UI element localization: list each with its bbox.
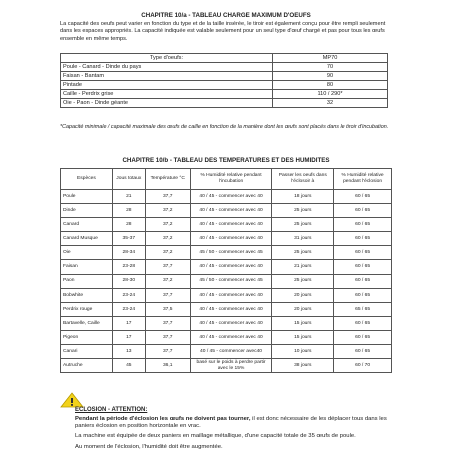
table-cell: 37,7 [145, 260, 190, 274]
table-cell: 25 jours [272, 204, 334, 218]
quail-footnote: *Capacité minimale / capacité maximale des œufs de caille en fonction de la manière dont les œufs sont placés dans le tiroir d'incubation. [60, 124, 389, 130]
table-row [61, 218, 392, 232]
egg-type-cell: Faisan - Bantam [61, 72, 273, 81]
species-cell: Oie [61, 246, 113, 260]
table-cell: 40 / 45 - commencer avec 40 [190, 316, 272, 330]
table-cell: 37,2 [145, 246, 190, 260]
table-row [61, 204, 392, 218]
table-cell: 20 jours [272, 302, 334, 316]
table-cell: 60 / 65 [334, 316, 392, 330]
table-cell: 60 / 65 [334, 218, 392, 232]
table-cell: 65 / 65 [334, 302, 392, 316]
egg-type-cell: Oie - Paon - Dinde géante [61, 99, 273, 108]
instruction-paragraph: Au moment de l'éclosion, l'humidité doit être augmentée. [75, 443, 223, 450]
table-cell: 40 / 45 - commencer avec40 [190, 345, 272, 359]
warning-icon [60, 392, 84, 408]
table-row [61, 246, 392, 260]
table-cell: 21 [112, 190, 145, 204]
table-cell: 60 / 65 [334, 232, 392, 246]
table-cell: 37,2 [145, 274, 190, 288]
egg-type-cell: Poule - Canard - Dinde du pays [61, 63, 273, 72]
table-cell: 60 / 65 [334, 246, 392, 260]
table-cell: 45 [112, 359, 145, 373]
table-cell: 37,5 [145, 302, 190, 316]
table-cell: 37,7 [145, 316, 190, 330]
species-cell: Faisan [61, 260, 113, 274]
table-cell: 37,2 [145, 204, 190, 218]
table-cell: 37,7 [145, 345, 190, 359]
table-cell: 60 / 65 [334, 330, 392, 344]
capacity-cell: 80 [273, 81, 388, 90]
temperature-humidity-table [60, 168, 392, 373]
table-cell: 37,2 [145, 218, 190, 232]
table-row [61, 81, 388, 90]
column-header: Température °C [145, 169, 190, 190]
hatching-instructions [75, 416, 400, 454]
table-cell: 40 / 45 - commencer avec 40 [190, 232, 272, 246]
table-row [61, 99, 388, 108]
species-cell: Canari [61, 345, 113, 359]
table-cell: 23-24 [112, 288, 145, 302]
species-cell: Pigeon [61, 330, 113, 344]
table-row [61, 345, 392, 359]
section-b-title: CHAPITRE 10/b - TABLEAU DES TEMPERATURES ET DES HUMIDITES [122, 157, 330, 164]
table-cell: 60 / 70 [334, 359, 392, 373]
table-row [61, 359, 392, 373]
instruction-paragraph: La machine est équipée de deux paniers en maillage métallique, d'une capacité totale de 35 œufs de poule. [75, 433, 356, 440]
table-cell: 28-34 [112, 246, 145, 260]
table-cell: 36,1 [145, 359, 190, 373]
table-cell: 38 jours [272, 359, 334, 373]
table-row [61, 330, 392, 344]
table-row [61, 316, 392, 330]
table-cell: 40 / 45 - commencer avec 40 [190, 204, 272, 218]
table-cell: 60 / 65 [334, 204, 392, 218]
table-cell: 37,2 [145, 232, 190, 246]
table-row [61, 90, 388, 99]
table-cell: 21 jours [272, 260, 334, 274]
table-cell: 28 [112, 218, 145, 232]
table-cell: 23-28 [112, 260, 145, 274]
column-header: Jous totaux [112, 169, 145, 190]
table-cell: 37,7 [145, 190, 190, 204]
section-a-title: CHAPITRE 10/a - TABLEAU CHARGE MAXIMUM D'OEUFS [141, 12, 311, 19]
table-cell: 15 jours [272, 316, 334, 330]
table-cell: 60 / 65 [334, 260, 392, 274]
table-cell: 28 [112, 204, 145, 218]
column-header: Passer les oeufs dans l'éclosoir à [272, 169, 334, 190]
species-cell: Bobwhite [61, 288, 113, 302]
table-cell: 35-37 [112, 232, 145, 246]
table-cell: 25 jours [272, 218, 334, 232]
egg-type-header: Type d'oeufs: [61, 54, 273, 63]
table-cell: 40 / 45 - commencer avec 40 [190, 190, 272, 204]
table-cell: 20 jours [272, 288, 334, 302]
table-cell: 37,7 [145, 330, 190, 344]
species-cell: Canard [61, 218, 113, 232]
egg-type-cell: Caille - Perdrix grise [61, 90, 273, 99]
table-cell: 40 / 45 - commencer avec 40 [190, 302, 272, 316]
table-cell: 15 jours [272, 330, 334, 344]
species-cell: Autruche [61, 359, 113, 373]
section-a-intro: La capacité des oeufs peut varier en fonction du type et de la taille insérée, le tiroir est également conçu pour être rempli seulement dans les espaces appropriés. La capacité indiquée est valable seulement pour un seul type d'œuf chargé et pas pour tous les œufs ensemble en même temps. [60, 21, 386, 42]
table-cell: 40 / 45 - commencer avec 40 [190, 288, 272, 302]
table-cell: 23-24 [112, 302, 145, 316]
table-cell: 10 jours [272, 345, 334, 359]
table-cell: 60 / 65 [334, 190, 392, 204]
table-row [61, 63, 388, 72]
species-cell: Perdrix rouge [61, 302, 113, 316]
species-cell: Paon [61, 274, 113, 288]
table-header-row [61, 169, 392, 190]
model-header: MP70 [273, 54, 388, 63]
column-header: Espèces [61, 169, 113, 190]
table-cell: 45 / 50 - commencer avec 45 [190, 274, 272, 288]
column-header: % Humidité relative pendant l'éclosion [334, 169, 392, 190]
capacity-cell: 90 [273, 72, 388, 81]
table-row [61, 232, 392, 246]
table-row [61, 302, 392, 316]
table-row [61, 190, 392, 204]
table-cell: basé sur le poids à perdre partir avec le 15% [190, 359, 272, 373]
species-cell: Bartavelle, Caille [61, 316, 113, 330]
table-cell: 28-30 [112, 274, 145, 288]
table-cell: 25 jours [272, 274, 334, 288]
table-cell: 60 / 65 [334, 274, 392, 288]
table-cell: 18 jours [272, 190, 334, 204]
table-cell: 40 / 45 - commencer avec 40 [190, 330, 272, 344]
table-cell: 17 [112, 330, 145, 344]
table-cell: 60 / 65 [334, 288, 392, 302]
capacity-cell: 32 [273, 99, 388, 108]
table-cell: 60 / 65 [334, 345, 392, 359]
table-row [61, 274, 392, 288]
table-row [61, 260, 392, 274]
capacity-cell: 70 [273, 63, 388, 72]
egg-capacity-table [60, 53, 388, 108]
table-cell: 40 / 45 - commencer avec 40 [190, 260, 272, 274]
species-cell: Canard Musque [61, 232, 113, 246]
table-cell: 45 / 50 - commencer avec 45 [190, 246, 272, 260]
instruction-text: il est donc nécessaire de les déplacer tous dans les paniers éclosion en position horizontale en vrac. [75, 416, 387, 430]
species-cell: Dinde [61, 204, 113, 218]
table-cell: 13 [112, 345, 145, 359]
capacity-cell: 110 / 290* [273, 90, 388, 99]
hatching-attention-heading: ECLOSION - ATTENTION: [75, 407, 148, 413]
egg-type-cell: Pintade [61, 81, 273, 90]
table-header-row [61, 54, 388, 63]
table-cell: 17 [112, 316, 145, 330]
table-cell: 40 / 45 - commencer avec 40 [190, 218, 272, 232]
instruction-bold: Pendant la période d'éclosion les œufs ne doivent pas tourner, [75, 416, 251, 422]
table-cell: 37,7 [145, 288, 190, 302]
table-cell: 31 jours [272, 232, 334, 246]
table-cell: 25 jours [272, 246, 334, 260]
instruction-paragraph [75, 416, 400, 430]
table-row [61, 288, 392, 302]
table-row [61, 72, 388, 81]
species-cell: Poule [61, 190, 113, 204]
column-header: % Humidité relative pendant l'incubation [190, 169, 272, 190]
